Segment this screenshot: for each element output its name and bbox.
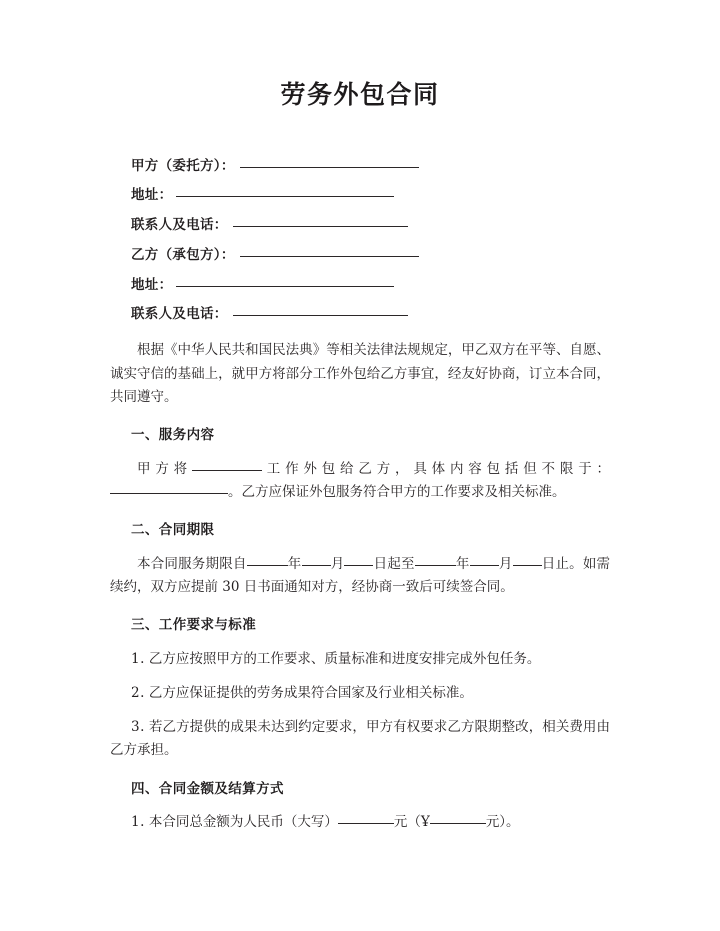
start-day-unit: 日起至 xyxy=(373,555,415,572)
section-heading-contract-amount: 四、合同金额及结算方式 xyxy=(131,780,284,797)
service-content-text-2: 工作外包给乙方，具体内容包括但不限于： xyxy=(261,460,611,477)
start-year-blank[interactable] xyxy=(247,565,288,566)
list-item xyxy=(110,716,610,762)
end-day-blank[interactable] xyxy=(513,565,542,566)
field-party-b-contact xyxy=(110,306,610,322)
party-a-contact-blank[interactable] xyxy=(233,226,408,227)
field-party-b-address xyxy=(110,277,610,293)
document-body xyxy=(110,0,610,834)
list-item-text: 乙方应按照甲方的工作要求、质量标准和进度安排完成外包任务。 xyxy=(148,650,541,667)
contract-term-text-1: 本合同服务期限自 xyxy=(137,555,247,572)
start-day-blank[interactable] xyxy=(344,565,373,566)
section-heading-work-requirements: 三、工作要求与标准 xyxy=(131,617,257,634)
list-item-number: 3. xyxy=(131,719,145,736)
list-item-number: 2. xyxy=(131,684,145,701)
list-item-text: 乙方应保证提供的劳务成果符合国家及行业相关标准。 xyxy=(148,684,473,701)
document-title: 劳务外包合同 xyxy=(280,80,440,109)
service-scope-blank-2[interactable] xyxy=(110,493,228,494)
end-month-blank[interactable] xyxy=(470,565,499,566)
end-year-blank[interactable] xyxy=(415,565,456,566)
party-information-block xyxy=(110,158,610,323)
contract-amount-text-2: 元（Ұ xyxy=(393,814,430,831)
service-content-text-1: 甲方将 xyxy=(137,460,192,477)
start-month-unit: 月 xyxy=(330,555,345,572)
list-item xyxy=(110,811,610,834)
section-heading-contract-term: 二、合同期限 xyxy=(131,522,215,539)
contract-amount-text-1: 本合同总金额为人民币（大写） xyxy=(148,814,338,831)
preamble-paragraph: 根据《中华人民共和国民法典》等相关法律法规规定，甲乙双方在平等、自愿、诚实守信的基础上，就甲方将部分工作外包给乙方事宜，经友好协商，订立本合同，共同遵守。 xyxy=(110,342,610,405)
service-content-text-3: 。乙方应保证外包服务符合甲方的工作要求及相关标准。 xyxy=(228,483,566,500)
section-service-content-body xyxy=(110,458,610,504)
party-a-address-blank[interactable] xyxy=(176,196,394,197)
amount-in-figures-blank[interactable] xyxy=(430,823,486,824)
list-item xyxy=(110,648,610,671)
field-party-a-address xyxy=(110,187,610,203)
field-party-a-contact xyxy=(110,217,610,233)
field-party-b-name xyxy=(110,247,610,263)
start-month-blank[interactable] xyxy=(302,565,331,566)
party-b-name-label: 乙方（承包方）： xyxy=(131,246,235,263)
end-day-unit: 日止。如需续约，双方应提前 30 日书面通知对方，经协商一致后可续签合同。 xyxy=(110,555,611,595)
end-year-unit: 年 xyxy=(455,555,470,572)
section-heading-service-content: 一、服务内容 xyxy=(131,427,215,444)
list-item-number: 1. xyxy=(131,814,145,831)
party-b-name-blank[interactable] xyxy=(240,256,419,257)
contract-amount-text-3: 元）。 xyxy=(485,814,520,831)
party-a-name-label: 甲方（委托方）： xyxy=(131,157,235,174)
amount-in-words-blank[interactable] xyxy=(338,823,394,824)
end-month-unit: 月 xyxy=(498,555,513,572)
party-a-name-blank[interactable] xyxy=(240,167,419,168)
party-b-address-blank[interactable] xyxy=(176,286,394,287)
party-a-address-label: 地址： xyxy=(131,187,173,204)
party-a-contact-label: 联系人及电话： xyxy=(131,217,228,234)
start-year-unit: 年 xyxy=(287,555,302,572)
list-item-number: 1. xyxy=(131,650,145,667)
party-b-contact-blank[interactable] xyxy=(233,315,408,316)
list-item xyxy=(110,682,610,705)
field-party-a-name xyxy=(110,158,610,174)
party-b-address-label: 地址： xyxy=(131,276,173,293)
section-contract-term-body xyxy=(110,553,610,599)
list-item-text: 若乙方提供的成果未达到约定要求，甲方有权要求乙方限期整改，相关费用由乙方承担。 xyxy=(110,719,610,759)
party-b-contact-label: 联系人及电话： xyxy=(131,306,228,323)
service-scope-blank[interactable] xyxy=(192,470,262,471)
